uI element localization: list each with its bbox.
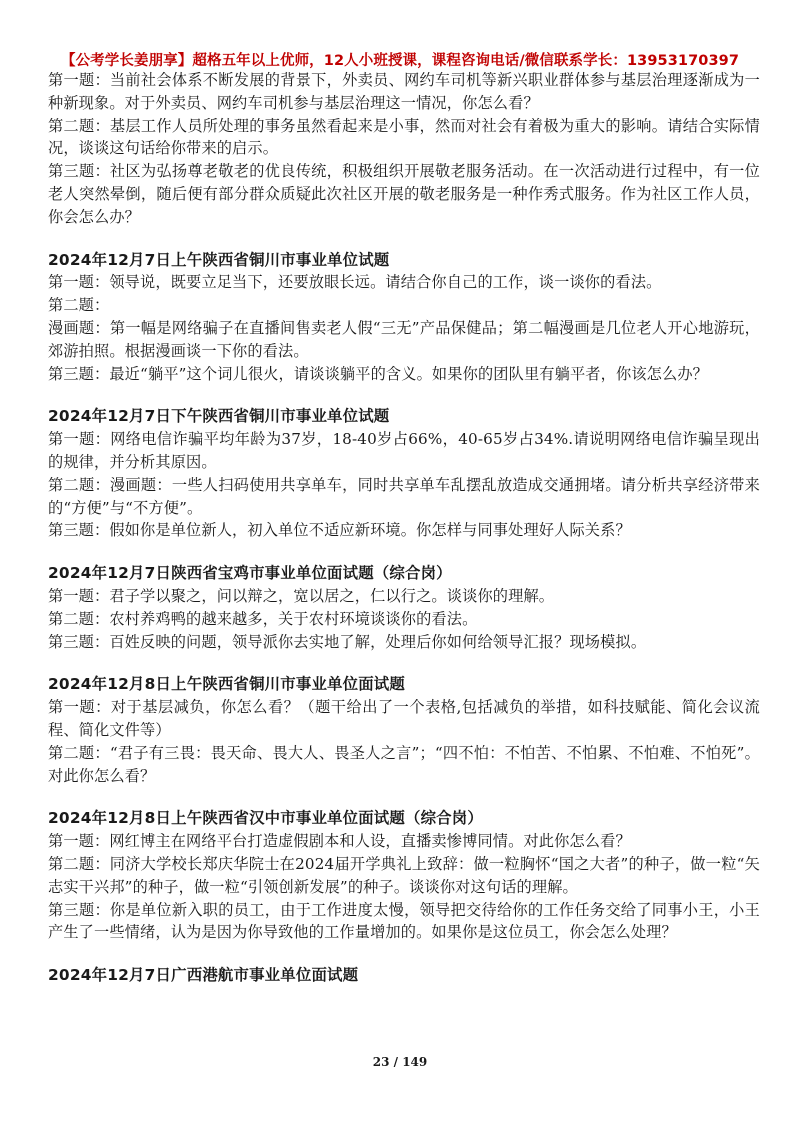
comic-question: 漫画题：第一幅是网络骗子在直播间售卖老人假“三无”产品保健品；第二幅漫画是几位老人开心地游玩，郊游拍照。根据漫画谈一下你的看法。 bbox=[48, 318, 760, 360]
section-6 bbox=[48, 964, 760, 987]
question-1: 第一题：对于基层减负，你怎么看？（题干给出了一个表格,包括减负的举措，如科技赋能、简化会议流程、简化文件等） bbox=[48, 698, 760, 739]
page-number: 23 / 149 bbox=[372, 1055, 428, 1069]
question-3: 第三题：最近“躺平”这个词儿很火，请谈谈躺平的含义。如果你的团队里有躺平者，你该怎么办？ bbox=[48, 364, 709, 383]
question-1: 第一题：当前社会体系不断发展的背景下，外卖员、网约车司机等新兴职业群体参与基层治理逐渐成为一种新现象。对于外卖员、网约车司机参与基层治理这一情况，你怎么看？ bbox=[48, 71, 760, 112]
section-heading: 2024年12月7日下午陕西省铜川市事业单位试题 bbox=[48, 407, 390, 426]
question-2: 第二题：同济大学校长郑庆华院士在2024届开学典礼上致辞：做一粒胸怀“国之大者”的种子，做一粒“矢志实干兴邦”的种子，做一粒“引领创新发展”的种子。谈谈你对这句话的理解。 bbox=[48, 854, 760, 896]
section-4 bbox=[48, 673, 760, 787]
section-heading: 2024年12月7日广西港航市事业单位面试题 bbox=[48, 966, 359, 985]
section-3 bbox=[48, 562, 760, 653]
question-2: 第二题： bbox=[48, 296, 110, 315]
question-3: 第三题：社区为弘扬尊老敬老的优良传统，积极组织开展敬老服务活动。在一次活动进行过程中，有一位老人突然晕倒，随后便有部分群众质疑此次社区开展的敬老服务是一种作秀式服务。作为社区工作人员，你会怎么办？ bbox=[48, 162, 760, 226]
section-heading: 2024年12月7日上午陕西省铜川市事业单位试题 bbox=[48, 250, 390, 269]
section-2 bbox=[48, 405, 760, 542]
question-1: 第一题：君子学以聚之，问以辩之，宽以居之，仁以行之。谈谈你的理解。 bbox=[48, 586, 555, 605]
section-1 bbox=[48, 249, 760, 386]
question-3: 第三题：假如你是单位新人，初入单位不适应新环境。你怎样与同事处理好人际关系？ bbox=[48, 521, 631, 540]
promo-banner: 【公考学长姜朋享】超格五年以上优师，12人小班授课，课程咨询电话/微信联系学长：13953170397 bbox=[60, 53, 740, 69]
question-1: 第一题：领导说，既要立足当下，还要放眼长远。请结合你自己的工作，谈一谈你的看法。 bbox=[48, 273, 662, 292]
section-heading: 2024年12月7日陕西省宝鸡市事业单位面试题（综合岗） bbox=[48, 564, 452, 583]
section-5 bbox=[48, 807, 760, 944]
question-1: 第一题：网红博主在网络平台打造虚假剧本和人设，直播卖惨博同情。对此你怎么看？ bbox=[48, 832, 631, 851]
document-body bbox=[48, 69, 760, 987]
question-3: 第三题：百姓反映的问题，领导派你去实地了解，处理后你如何给领导汇报？现场模拟。 bbox=[48, 632, 647, 651]
section-0 bbox=[48, 69, 760, 229]
section-heading: 2024年12月8日上午陕西省汉中市事业单位面试题（综合岗） bbox=[48, 809, 483, 828]
question-1: 第一题：网络电信诈骗平均年龄为37岁，18-40岁占66%，40-65岁占34%.请说明网络电信诈骗呈现出的规律，并分析其原因。 bbox=[48, 430, 760, 471]
question-2: 第二题：基层工作人员所处理的事务虽然看起来是小事，然而对社会有着极为重大的影响。请结合实际情况，谈谈这句话给你带来的启示。 bbox=[48, 116, 760, 158]
question-2: 第二题：“君子有三畏：畏天命、畏大人、畏圣人之言”；“四不怕：不怕苦、不怕累、不怕难、不怕死”。对此你怎么看？ bbox=[48, 743, 760, 785]
question-2: 第二题：农村养鸡鸭的越来越多，关于农村环境谈谈你的看法。 bbox=[48, 609, 478, 628]
question-3: 第三题：你是单位新入职的员工，由于工作进度太慢，领导把交待给你的工作任务交给了同事小王，小王产生了一些情绪，认为是因为你导致他的工作量增加的。如果你是这位员工，你会怎么处理？ bbox=[48, 900, 760, 942]
section-heading: 2024年12月8日上午陕西省铜川市事业单位面试题 bbox=[48, 675, 405, 694]
question-2: 第二题：漫画题：一些人扫码使用共享单车，同时共享单车乱摆乱放造成交通拥堵。请分析共享经济带来的“方便”与“不方便”。 bbox=[48, 475, 760, 517]
